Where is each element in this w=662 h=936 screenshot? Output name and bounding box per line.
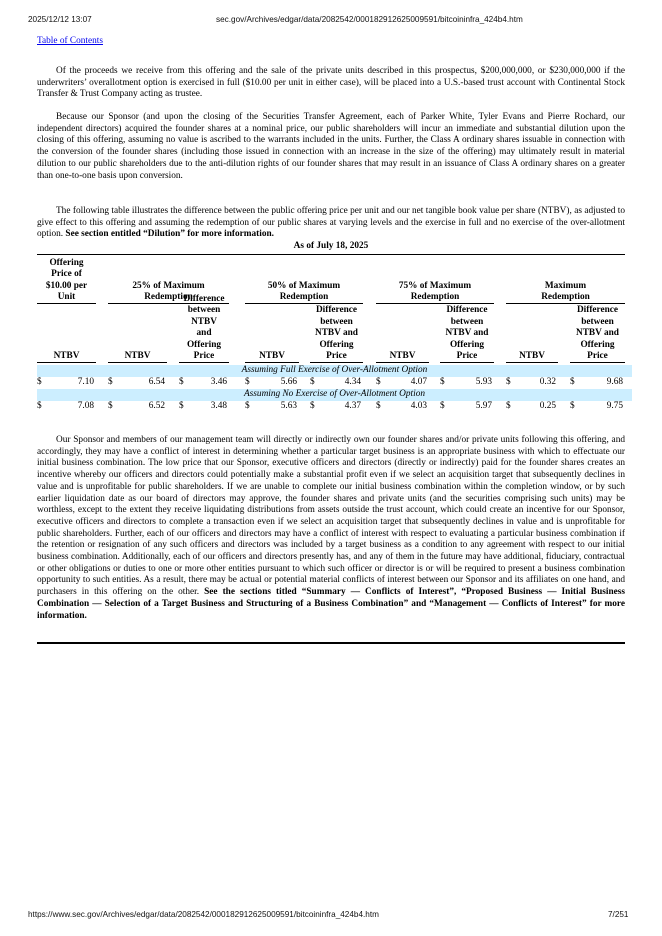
value-cell bbox=[440, 377, 494, 388]
column-header-label: Difference between NTBV and Offering Price bbox=[445, 305, 489, 361]
paragraph-1-block bbox=[37, 66, 625, 101]
value-cell bbox=[245, 377, 299, 388]
dilution-reference: See section entitled “Dilution” for more information. bbox=[65, 229, 274, 240]
value-cell bbox=[108, 401, 167, 412]
group-header-label: Offering Price of $10.00 per Unit bbox=[45, 257, 88, 302]
group-header bbox=[506, 257, 625, 304]
table-title: As of July 18, 2025 bbox=[293, 241, 369, 251]
value: 7.10 bbox=[77, 377, 94, 388]
value: 0.25 bbox=[539, 401, 556, 412]
column-header-label: Difference between NTBV and Offering Price bbox=[315, 305, 358, 361]
currency-sign: $ bbox=[376, 401, 381, 412]
paragraph-proceeds: Of the proceeds we receive from this offering and the sale of the private units described in this prospectus, $200,000,000, or $230,000,000 if the underwriters’ overallotment option is exercised in full ($10.00 per unit in either case), will be placed into a U.S.-based trust account with Continental Stock Transfer & Trust Company acting as trustee. bbox=[37, 66, 625, 100]
column-header-label: Difference between NTBV and Offering Price bbox=[576, 305, 619, 361]
section-band: Assuming No Exercise of Over-Allotment Option bbox=[37, 389, 632, 400]
value-cell bbox=[440, 401, 494, 412]
value-cell bbox=[37, 401, 96, 412]
column-header-ntbv bbox=[245, 306, 299, 363]
paragraph-table-intro: The following table illustrates the difference between the public offering price per unit and our net tangible book value per share (NTBV), as adjusted to give effect to this offering and assuming the redemption of our public shares at varying levels and the exercise in full and no exercise of the over-allotment option. See section entitled “Dilution” for more information. bbox=[37, 206, 625, 240]
page-bottom-rule bbox=[37, 642, 625, 644]
currency-sign: $ bbox=[179, 401, 184, 412]
column-header-label: NTBV bbox=[259, 351, 285, 361]
currency-sign: $ bbox=[245, 377, 250, 388]
group-header-label: 25% of Maximum Redemption bbox=[132, 280, 205, 302]
currency-sign: $ bbox=[179, 377, 184, 388]
value-cell bbox=[245, 401, 299, 412]
ntbv-table bbox=[37, 241, 632, 425]
value: 6.54 bbox=[148, 377, 165, 388]
column-header-ntbv bbox=[376, 306, 429, 363]
column-header-difference bbox=[570, 306, 625, 363]
value: 5.97 bbox=[475, 401, 492, 412]
column-header-difference bbox=[179, 293, 229, 363]
column-header-ntbv bbox=[506, 306, 558, 363]
currency-sign: $ bbox=[440, 401, 445, 412]
value-cell bbox=[376, 401, 429, 412]
currency-sign: $ bbox=[376, 377, 381, 388]
value-cell bbox=[506, 401, 558, 412]
currency-sign: $ bbox=[245, 401, 250, 412]
column-header-label: NTBV bbox=[519, 351, 545, 361]
value: 4.07 bbox=[410, 377, 427, 388]
paragraph-2-block bbox=[37, 112, 625, 182]
table-body bbox=[37, 255, 632, 425]
currency-sign: $ bbox=[570, 377, 575, 388]
value: 3.48 bbox=[210, 401, 227, 412]
column-header-ntbv bbox=[37, 306, 96, 363]
paragraph-dilution: Because our Sponsor (and upon the closing of the Securities Transfer Agreement, each of Parker White, Tyler Evans and Pierre Rochard, our independent directors) acquired the founder shares at a nominal price, our public shareholders will incur an immediate and substantial dilution upon the closing of this offering, assuming no value is ascribed to the warrants included in the units. Further, the Class A ordinary shares issuable in connection with the conversion of the founder shares (including those issued in connection with an increase in the size of the offering) may ultimately result in material dilution to our public shareholders due to the anti-dilution rights of our founder shares that may result in an issuance of Class A ordinary shares on a greater than one-to-one basis upon conversion. bbox=[37, 112, 625, 181]
value-cell bbox=[108, 377, 167, 388]
currency-sign: $ bbox=[37, 377, 42, 388]
currency-sign: $ bbox=[570, 401, 575, 412]
value: 0.32 bbox=[539, 377, 556, 388]
group-header bbox=[245, 257, 363, 304]
paragraph-3-block bbox=[37, 206, 625, 241]
print-url-bottom: https://www.sec.gov/Archives/edgar/data/2082542/000182912625009591/bitcoininfra_424b4.htm bbox=[28, 910, 379, 919]
value-cell bbox=[179, 401, 229, 412]
paragraph-conflicts: Our Sponsor and members of our management team will directly or indirectly own our founder shares and/or private units following this offering, and accordingly, they may have a conflict of interest in determining whether a particular target business is an appropriate business with which to effectuate our initial business combination. The low price that our Sponsor, executive officers and directors (directly or indirectly) paid for the founder shares creates an incentive whereby our officers and directors could potentially make a substantial profit even if we select an acquisition target that subsequently declines in value and is unprofitable for public shareholders. If we are unable to complete our initial business combination within the completion window, or by such earlier liquidation date as our board of directors may approve, the founder shares and private units (and the securities comprising such units) may be worthless, except to the extent they receive liquidating distributions from assets outside the trust account, which could create an incentive for our Sponsor, executive officers and directors to complete a transaction even if we select an acquisition target that subsequently declines in value and is unprofitable for public shareholders. Further, each of our officers and directors may have a conflict of interest with respect to evaluating a particular business combination if the retention or resignation of any such officers and directors was included by a target business as a condition to any agreement with respect to our initial business combination. Additionally, each of our officers and directors presently has, and any of them in the future may have additional, fiduciary, contractual or other obligations or duties to one or more other entities pursuant to which such officer or director is or will be required to present a business combination opportunity to such entities. As a result, there may be actual or potential material conflicts of interest between our Sponsor and its affiliates on one hand, and purchasers in this offering on the other. See the sections titled “Summary — Conflicts of Interest”, “Proposed Business — Initial Business Combination — Selection of a Target Business and Structuring of a Business Combination” and “Management — Conflicts of Interest” for more information. bbox=[37, 435, 625, 621]
value-cell bbox=[570, 401, 625, 412]
value-cell bbox=[506, 377, 558, 388]
currency-sign: $ bbox=[310, 377, 315, 388]
conflicts-reference: See the sections titled “Summary — Conflicts of Interest”, “Proposed Business — Initial Business Combination — Selection of a Target Business and Structuring of a Business Combination” and “Management — Conflicts of Interest” for more information. bbox=[37, 587, 625, 621]
value: 9.68 bbox=[606, 377, 623, 388]
value: 5.66 bbox=[280, 377, 297, 388]
currency-sign: $ bbox=[108, 401, 113, 412]
currency-sign: $ bbox=[440, 377, 445, 388]
column-header-label: NTBV bbox=[389, 351, 416, 361]
currency-sign: $ bbox=[506, 401, 511, 412]
value: 4.37 bbox=[344, 401, 361, 412]
currency-sign: $ bbox=[108, 377, 113, 388]
print-url-top: sec.gov/Archives/edgar/data/2082542/000182912625009591/bitcoininfra_424b4.htm bbox=[216, 15, 523, 24]
value-cell bbox=[376, 377, 429, 388]
column-header-difference bbox=[440, 306, 494, 363]
column-header-label: NTBV bbox=[53, 351, 80, 361]
table-of-contents-link[interactable]: Table of Contents bbox=[37, 36, 103, 46]
group-header bbox=[37, 257, 96, 304]
value-cell bbox=[570, 377, 625, 388]
group-header-label: Maximum Redemption bbox=[541, 280, 590, 302]
currency-sign: $ bbox=[506, 377, 511, 388]
column-header-label: NTBV bbox=[124, 351, 151, 361]
paragraph-4-block bbox=[37, 435, 625, 622]
column-header-label: Difference between NTBV and Offering Price bbox=[183, 293, 225, 361]
column-header-difference bbox=[310, 306, 363, 363]
currency-sign: $ bbox=[310, 401, 315, 412]
currency-sign: $ bbox=[37, 401, 42, 412]
print-page-number: 7/251 bbox=[608, 910, 629, 919]
group-header-label: 75% of Maximum Redemption bbox=[398, 280, 472, 302]
value: 7.08 bbox=[77, 401, 94, 412]
value: 4.03 bbox=[410, 401, 427, 412]
group-header bbox=[376, 257, 494, 304]
value: 6.52 bbox=[148, 401, 165, 412]
print-datetime: 2025/12/12 13:07 bbox=[28, 15, 92, 24]
value-cell bbox=[310, 377, 363, 388]
value: 3.46 bbox=[210, 377, 227, 388]
value-cell bbox=[179, 377, 229, 388]
column-header-ntbv bbox=[108, 306, 167, 363]
group-header-label: 50% of Maximum Redemption bbox=[267, 280, 341, 302]
value: 9.75 bbox=[606, 401, 623, 412]
section-band: Assuming Full Exercise of Over-Allotment Option bbox=[37, 365, 632, 376]
value-cell bbox=[37, 377, 96, 388]
value: 5.63 bbox=[280, 401, 297, 412]
value: 5.93 bbox=[475, 377, 492, 388]
value: 4.34 bbox=[344, 377, 361, 388]
value-cell bbox=[310, 401, 363, 412]
